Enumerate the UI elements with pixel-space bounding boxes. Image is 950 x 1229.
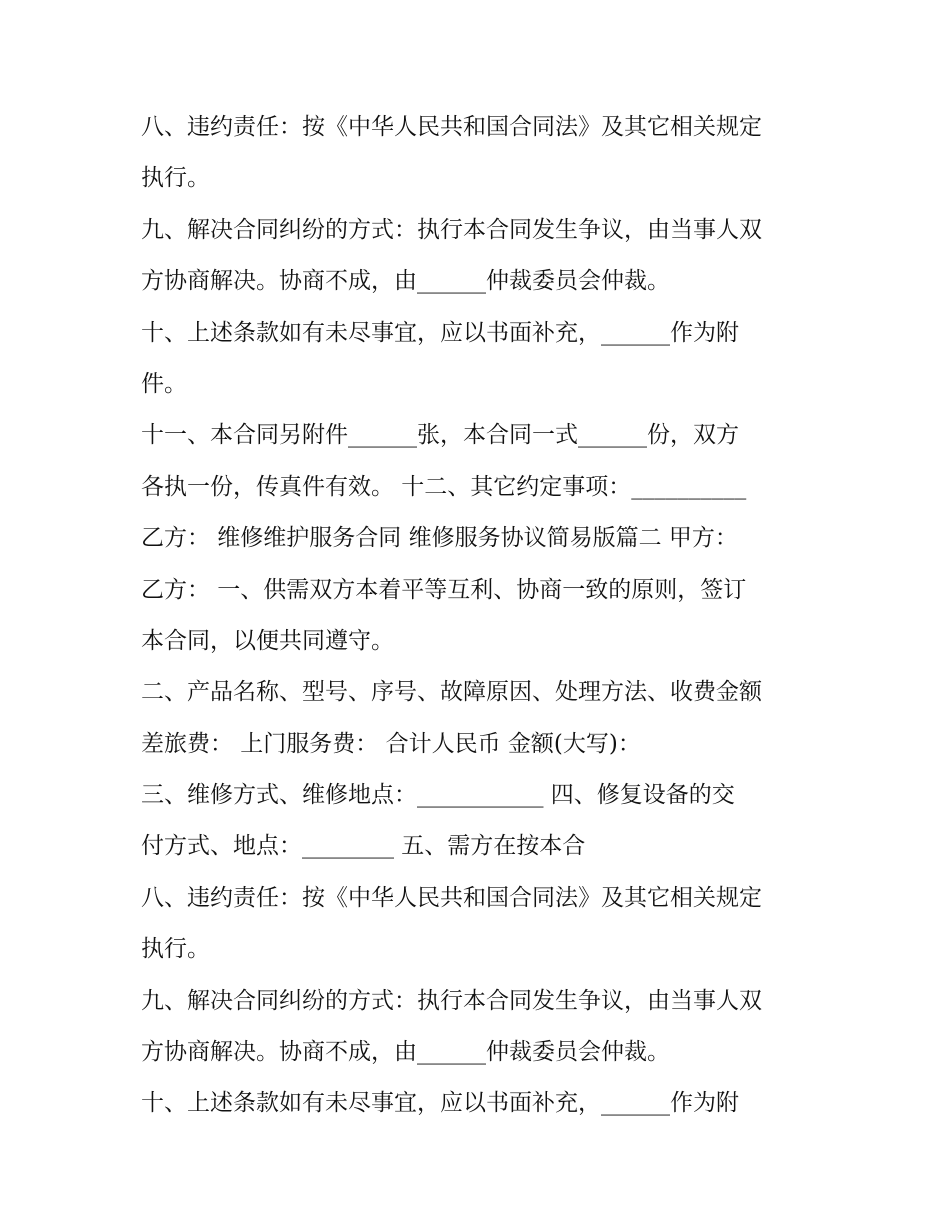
text-line: 九、解决合同纠纷的方式：执行本合同发生争议，由当事人双 (141, 987, 762, 1014)
text-line: 执行。 (141, 165, 210, 192)
text-line: 十、上述条款如有未尽事宜，应以书面补充，______作为附 (141, 1090, 739, 1117)
text-line: 二、产品名称、型号、序号、故障原因、处理方法、收费金额 (141, 679, 762, 706)
text-line: 付方式、地点：________ 五、需方在按本合 (141, 833, 586, 860)
text-line: 件。 (141, 370, 187, 397)
text-line: 各执一份，传真件有效。 十二、其它约定事项：__________ (141, 473, 747, 500)
text-line: 乙方： 维修维护服务合同 维修服务协议简易版篇二 甲方： (141, 525, 738, 552)
document-body (141, 102, 831, 1130)
text-line: 方协商解决。协商不成，由______仲裁委员会仲裁。 (141, 1039, 670, 1066)
text-line: 九、解决合同纠纷的方式：执行本合同发生争议，由当事人双 (141, 216, 762, 243)
text-line: 本合同，以便共同遵守。 (141, 627, 394, 654)
text-line: 执行。 (141, 936, 210, 963)
text-line: 差旅费： 上门服务费： 合计人民币 金额(大写)： (141, 730, 641, 757)
text-line: 方协商解决。协商不成，由______仲裁委员会仲裁。 (141, 268, 670, 295)
text-line: 乙方： 一、供需双方本着平等互利、协商一致的原则，签订 (141, 576, 747, 603)
text-line: 八、违约责任：按《中华人民共和国合同法》及其它相关规定 (141, 884, 762, 911)
text-line: 八、违约责任：按《中华人民共和国合同法》及其它相关规定 (141, 114, 762, 140)
text-line: 三、维修方式、维修地点：___________ 四、修复设备的交 (141, 782, 735, 809)
text-line: 十一、本合同另附件______张，本合同一式______份，双方 (141, 422, 739, 449)
text-line: 十、上述条款如有未尽事宜，应以书面补充，______作为附 (141, 319, 739, 346)
